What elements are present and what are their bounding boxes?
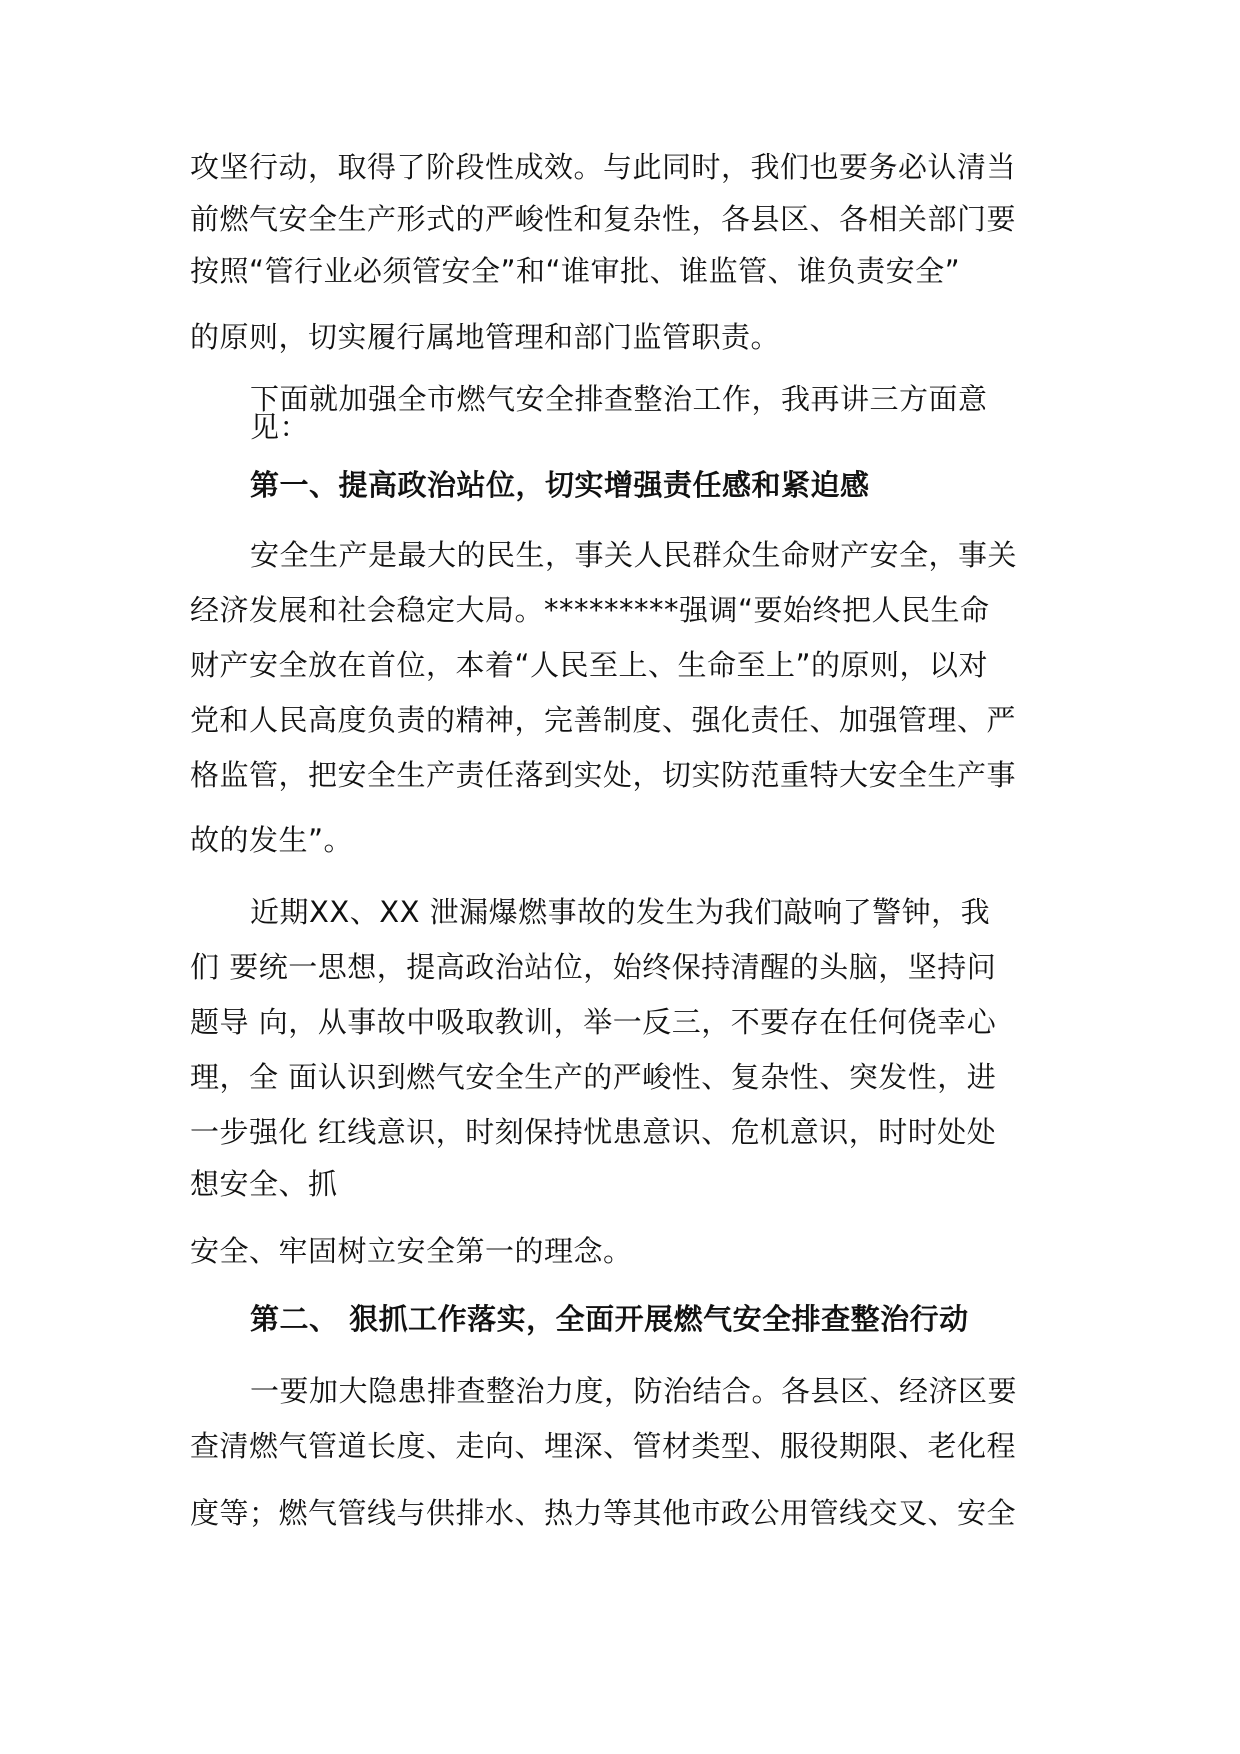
paragraph-line: 一要加大隐患排查整治力度，防治结合。各县区、经济区要 [250, 1374, 1018, 1408]
paragraph-line: 党和人民高度负责的精神，完善制度、强化责任、加强管理、严 [190, 703, 1017, 737]
paragraph-line: 攻坚行动，取得了阶段性成效。与此同时，我们也要务必认清当 [190, 150, 1017, 184]
paragraph-line: 下面就加强全市燃气安全排查整治工作，我再讲三方面意 [250, 382, 988, 416]
paragraph-line: 题导 向，从事故中吸取教训，举一反三，不要存在任何侥幸心 [190, 1005, 997, 1039]
paragraph-line: 财产安全放在首位，本着“人民至上、生命至上”的原则，以对 [190, 648, 989, 682]
section-heading-2: 第二、 狠抓工作落实，全面开展燃气安全排查整治行动 [250, 1302, 969, 1336]
paragraph-line: 一步强化 红线意识，时刻保持忧患意识、危机意识，时时处处 [190, 1115, 997, 1149]
paragraph-line: 想安全、抓 [190, 1167, 338, 1201]
paragraph-line: 近期XX、XX 泄漏爆燃事故的发生为我们敲响了警钟，我 [250, 895, 991, 929]
section-heading-1: 第一、提高政治站位，切实增强责任感和紧迫感 [250, 468, 870, 502]
paragraph-line: 安全、牢固树立安全第一的理念。 [190, 1234, 633, 1268]
paragraph-line: 查清燃气管道长度、走向、埋深、管材类型、服役期限、老化程 [190, 1429, 1017, 1463]
paragraph-line: 格监管，把安全生产责任落到实处，切实防范重特大安全生产事 [190, 758, 1017, 792]
paragraph-line: 们 要统一思想，提高政治站位，始终保持清醒的头脑，坚持问 [190, 950, 997, 984]
paragraph-line: 安全生产是最大的民生，事关人民群众生命财产安全，事关 [250, 538, 1018, 572]
paragraph-line: 按照“管行业必须管安全”和“谁审批、谁监管、谁负责安全” [190, 254, 961, 288]
paragraph-line: 经济发展和社会稳定大局。*********强调“要始终把人民生命 [190, 593, 990, 627]
paragraph-line: 见： [250, 410, 310, 444]
paragraph-line: 的原则，切实履行属地管理和部门监管职责。 [190, 320, 781, 354]
paragraph-line: 前燃气安全生产形式的严峻性和复杂性，各县区、各相关部门要 [190, 202, 1017, 236]
paragraph-line: 故的发生”。 [190, 823, 354, 857]
paragraph-line: 理，全 面认识到燃气安全生产的严峻性、复杂性、突发性，进 [190, 1060, 997, 1094]
paragraph-line: 度等；燃气管线与供排水、热力等其他市政公用管线交叉、安全 [190, 1496, 1017, 1530]
